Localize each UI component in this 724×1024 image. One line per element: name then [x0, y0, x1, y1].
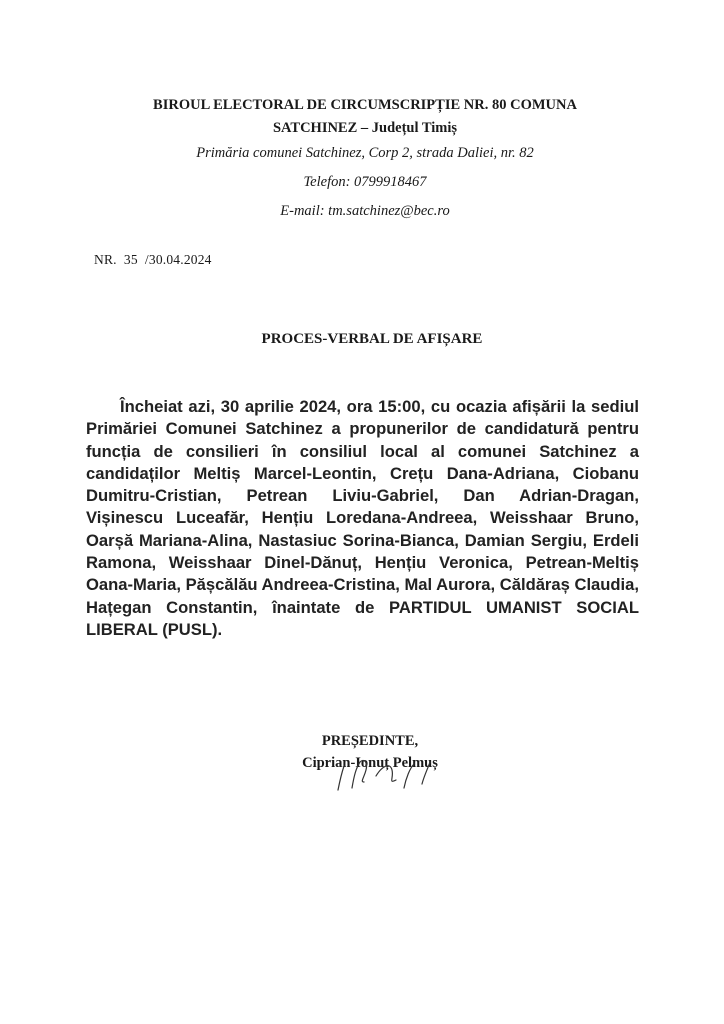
office-phone: Telefon: 0799918467 — [303, 174, 427, 190]
signatory-title: PREȘEDINTE, — [321, 733, 419, 749]
office-address: Primăria comunei Satchinez, Corp 2, strada Daliei, nr. 82 — [196, 145, 534, 161]
office-title: BIROUL ELECTORAL DE CIRCUMSCRIPȚIE NR. 80 COMUNA SATCHINEZ – Județul Timiș — [153, 97, 577, 136]
document-number — [94, 252, 212, 268]
document-number-text: NR. 35 /30.04.2024 — [94, 252, 212, 267]
handwritten-signature — [330, 752, 440, 792]
document-heading: PROCES-VERBAL DE AFIȘARE — [261, 331, 483, 347]
signatory-name: Ciprian-Ionuț Pelmuș — [302, 755, 438, 771]
document-body: Încheiat azi, 30 aprilie 2024, ora 15:00, cu ocazia afișării la sediul Primăriei Comunei Satchinez a propunerilor de candidatură pentru funcția de consilieri în consiliul local al comunei Satchinez a candidaților Meltiș Marcel-Leontin, Crețu Dana-Adriana, Ciobanu Dumitru-Cristian, Petrean Liviu-Gabriel, Dan Adrian-Dragan, Vișinescu Luceafăr, Hențiu Loredana-Andreea, Weisshaar Bruno, Oarșă Mariana-Alina, Nastasiuc Sorina-Bianca, Damian Sergiu, Erdeli Ramona, Weisshaar Dinel-Dănuț, Hențiu Veronica, Petrean-Meltiș Oana-Maria, Pășcălău Andreea-Cristina, Mal Aurora, Căldăraș Claudia, Hațegan Constantin, înaintate de PARTIDUL UMANIST SOCIAL LIBERAL (PUSL). — [86, 397, 640, 639]
office-email: E-mail: tm.satchinez@bec.ro — [280, 203, 450, 219]
